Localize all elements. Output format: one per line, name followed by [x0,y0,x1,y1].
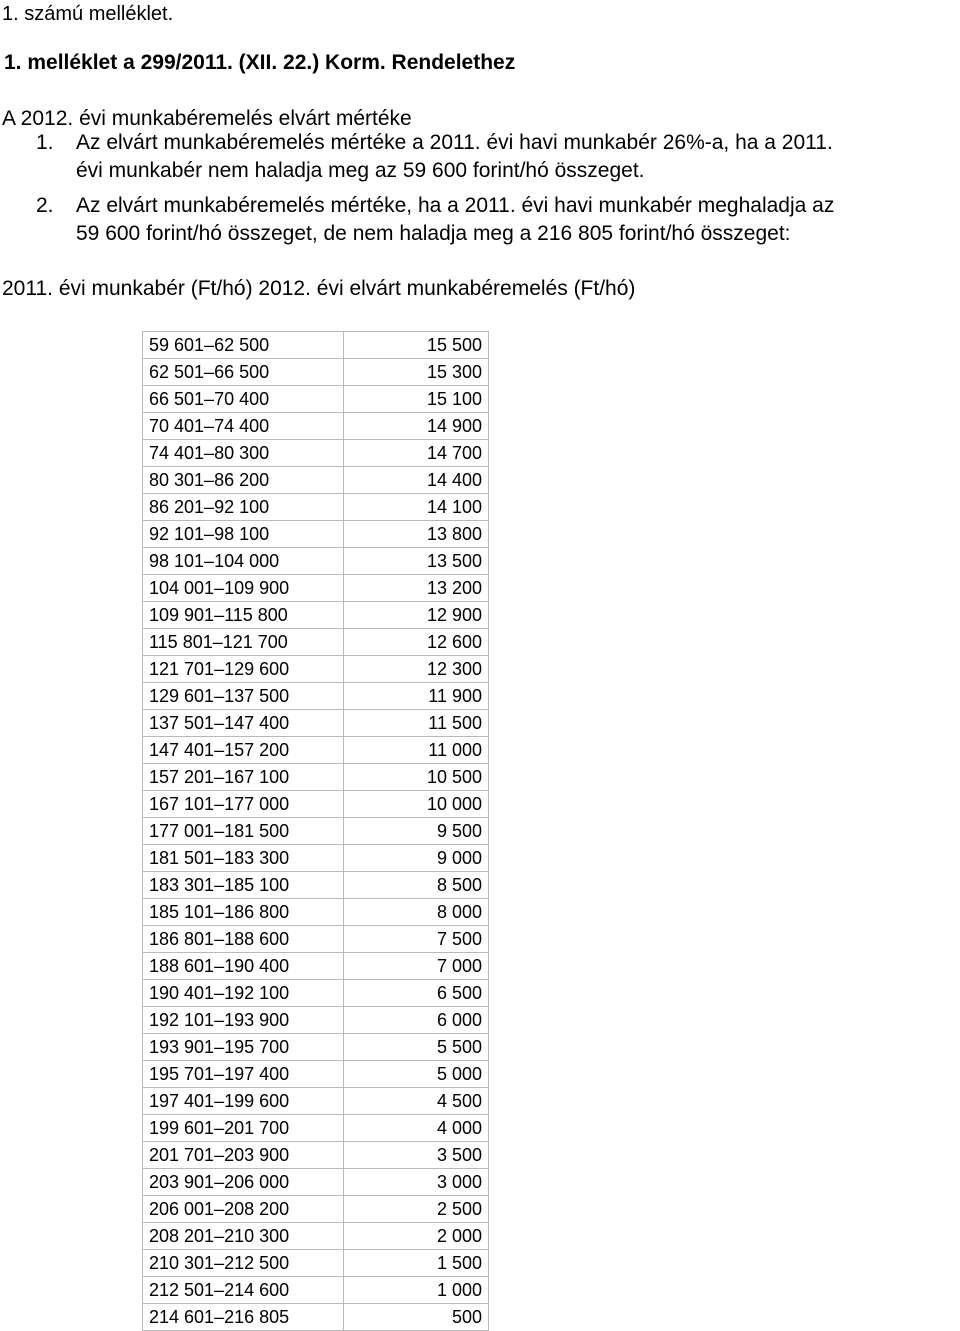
wage-range-cell: 157 201–167 100 [143,764,344,791]
table-row [143,1088,489,1115]
table-row [143,926,489,953]
wage-range-cell: 92 101–98 100 [143,521,344,548]
wage-range-cell: 188 601–190 400 [143,953,344,980]
wage-range-cell: 147 401–157 200 [143,737,344,764]
wage-range-cell: 208 201–210 300 [143,1223,344,1250]
wage-range-cell: 203 901–206 000 [143,1169,344,1196]
wage-range-cell: 186 801–188 600 [143,926,344,953]
increase-value-cell: 12 600 [344,629,489,656]
table-row [143,359,489,386]
wage-range-cell: 214 601–216 805 [143,1304,344,1331]
wage-range-cell: 66 501–70 400 [143,386,344,413]
table-row [143,899,489,926]
annex-title: 1. melléklet a 299/2011. (XII. 22.) Korm. Rendelethez [4,51,516,74]
increase-value-cell: 9 500 [344,818,489,845]
increase-value-cell: 4 000 [344,1115,489,1142]
increase-value-cell: 2 500 [344,1196,489,1223]
table-row [143,791,489,818]
wage-range-cell: 70 401–74 400 [143,413,344,440]
increase-value-cell: 11 900 [344,683,489,710]
wage-range-cell: 197 401–199 600 [143,1088,344,1115]
table-body [143,332,489,1331]
wage-range-cell: 86 201–92 100 [143,494,344,521]
table-row [143,737,489,764]
increase-value-cell: 5 500 [344,1034,489,1061]
wage-range-cell: 201 701–203 900 [143,1142,344,1169]
table-row [143,1304,489,1331]
list-item-number: 1. [36,131,54,154]
list-item-text-line-1: Az elvárt munkabéremelés mértéke, ha a 2011. évi havi munkabér meghaladja az [76,194,835,217]
increase-value-cell: 14 700 [344,440,489,467]
table-row [143,1277,489,1304]
table-row [143,656,489,683]
table-row [143,1007,489,1034]
table-row [143,953,489,980]
table-row [143,494,489,521]
increase-value-cell: 14 400 [344,467,489,494]
table-row [143,980,489,1007]
table-row [143,332,489,359]
table-row [143,1034,489,1061]
wage-range-cell: 59 601–62 500 [143,332,344,359]
table-row [143,386,489,413]
wage-range-cell: 115 801–121 700 [143,629,344,656]
table-row [143,845,489,872]
increase-value-cell: 3 000 [344,1169,489,1196]
table-row [143,413,489,440]
increase-value-cell: 9 000 [344,845,489,872]
wage-range-cell: 195 701–197 400 [143,1061,344,1088]
list-item-text-line-2: 59 600 forint/hó összeget, de nem haladja meg a 216 805 forint/hó összeget: [76,222,791,245]
wage-range-cell: 109 901–115 800 [143,602,344,629]
wage-range-cell: 121 701–129 600 [143,656,344,683]
increase-value-cell: 14 900 [344,413,489,440]
increase-value-cell: 11 500 [344,710,489,737]
increase-value-cell: 10 500 [344,764,489,791]
increase-value-cell: 2 000 [344,1223,489,1250]
increase-value-cell: 15 500 [344,332,489,359]
table-row [143,629,489,656]
increase-value-cell: 15 300 [344,359,489,386]
table-row [143,1223,489,1250]
table-row [143,1061,489,1088]
table-row [143,683,489,710]
table-row [143,521,489,548]
wage-range-cell: 98 101–104 000 [143,548,344,575]
table-row [143,1196,489,1223]
increase-value-cell: 3 500 [344,1142,489,1169]
increase-value-cell: 8 000 [344,899,489,926]
increase-value-cell: 12 300 [344,656,489,683]
section-title: A 2012. évi munkabéremelés elvárt mértéke [2,107,412,130]
wage-range-cell: 181 501–183 300 [143,845,344,872]
increase-value-cell: 15 100 [344,386,489,413]
increase-value-cell: 7 000 [344,953,489,980]
wage-range-cell: 206 001–208 200 [143,1196,344,1223]
table-caption: 2011. évi munkabér (Ft/hó) 2012. évi elvárt munkabéremelés (Ft/hó) [2,277,636,300]
wage-range-cell: 74 401–80 300 [143,440,344,467]
wage-range-cell: 190 401–192 100 [143,980,344,1007]
increase-value-cell: 11 000 [344,737,489,764]
increase-value-cell: 1 000 [344,1277,489,1304]
table-row [143,1169,489,1196]
wage-range-cell: 212 501–214 600 [143,1277,344,1304]
table-row [143,548,489,575]
wage-range-cell: 199 601–201 700 [143,1115,344,1142]
increase-value-cell: 13 200 [344,575,489,602]
wage-range-cell: 137 501–147 400 [143,710,344,737]
increase-value-cell: 6 500 [344,980,489,1007]
wage-increase-table [142,331,489,1331]
table-row [143,1115,489,1142]
wage-range-cell: 80 301–86 200 [143,467,344,494]
wage-range-cell: 192 101–193 900 [143,1007,344,1034]
table-row [143,710,489,737]
wage-range-cell: 183 301–185 100 [143,872,344,899]
wage-range-cell: 104 001–109 900 [143,575,344,602]
increase-value-cell: 6 000 [344,1007,489,1034]
increase-value-cell: 13 500 [344,548,489,575]
table-row [143,1250,489,1277]
annex-label: 1. számú melléklet. [2,3,174,25]
increase-value-cell: 4 500 [344,1088,489,1115]
increase-value-cell: 8 500 [344,872,489,899]
table-row [143,467,489,494]
table-row [143,575,489,602]
wage-range-cell: 129 601–137 500 [143,683,344,710]
table-row [143,818,489,845]
wage-range-cell: 62 501–66 500 [143,359,344,386]
increase-value-cell: 500 [344,1304,489,1331]
wage-range-cell: 185 101–186 800 [143,899,344,926]
increase-value-cell: 1 500 [344,1250,489,1277]
wage-range-cell: 210 301–212 500 [143,1250,344,1277]
table-row [143,440,489,467]
wage-range-cell: 167 101–177 000 [143,791,344,818]
table-row [143,1142,489,1169]
list-item-number: 2. [36,194,54,217]
list-item-text-line-1: Az elvárt munkabéremelés mértéke a 2011. évi havi munkabér 26%-a, ha a 2011. [76,131,833,154]
increase-value-cell: 10 000 [344,791,489,818]
wage-range-cell: 193 901–195 700 [143,1034,344,1061]
increase-value-cell: 14 100 [344,494,489,521]
increase-value-cell: 13 800 [344,521,489,548]
list-item-text-line-2: évi munkabér nem haladja meg az 59 600 forint/hó összeget. [76,159,645,182]
table-row [143,764,489,791]
increase-value-cell: 5 000 [344,1061,489,1088]
increase-value-cell: 7 500 [344,926,489,953]
table-row [143,872,489,899]
increase-value-cell: 12 900 [344,602,489,629]
table-row [143,602,489,629]
wage-range-cell: 177 001–181 500 [143,818,344,845]
